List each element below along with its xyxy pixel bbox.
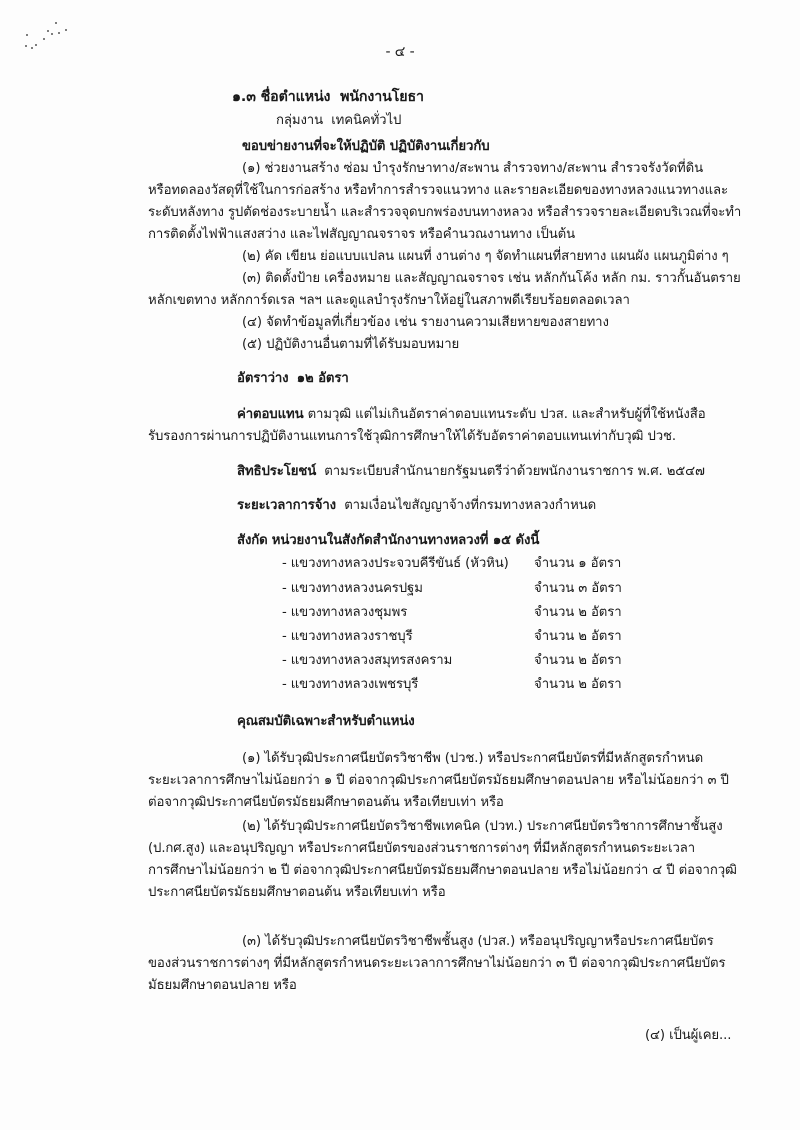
scope-item-1-line-3: ระดับหลังทาง รูปตัดช่องระบายน้ำ และสำรวจจุดบกพร่องบนทางหลวง หรือสำรวจรายละเอียดบริเวณที่จะทำ: [148, 205, 742, 220]
employment-period-text: ตามเงื่อนไขสัญญาจ้างที่กรมทางหลวงกำหนด: [344, 498, 597, 513]
department-row: [0, 604, 800, 622]
scope-item-1-line-1: (๑) ช่วยงานสร้าง ซ่อม บำรุงรักษาทาง/สะพาน สำรวจทาง/สะพาน สำรวจรังวัดที่ดิน: [242, 161, 704, 176]
job-group: เทคนิคทั่วไป: [331, 113, 402, 128]
benefits-text: ตามระเบียบสำนักนายกรัฐมนตรีว่าด้วยพนักงานราชการ พ.ศ. ๒๕๔๗: [324, 464, 705, 479]
qualification-3-line-1: (๓) ได้รับวุฒิประกาศนียบัตรวิชาชีพชั้นสูง (ปวส.) หรืออนุปริญญาหรือประกาศนียบัตร: [242, 934, 714, 949]
scope-item-1-line-4: การติดตั้งไฟฟ้าแสงสว่าง และไฟสัญญาณจราจร หรือคำนวณงานทาง เป็นต้น: [148, 227, 576, 242]
department-name: - แขวงทางหลวงชุมพร: [282, 605, 408, 620]
qualification-2-line-1: (๒) ได้รับวุฒิประกาศนียบัตรวิชาชีพเทคนิค (ปวท.) ประกาศนียบัตรวิชาการศึกษาชั้นสูง: [242, 819, 723, 834]
department-name: - แขวงทางหลวงนครปฐม: [282, 581, 423, 596]
scope-item-3-line-1: (๓) ติดตั้งป้าย เครื่องหมาย และสัญญาณจราจร เช่น หลักกันโค้ง หลัก กม. ราวกั้นอันตราย: [242, 271, 741, 286]
position-label: ๑.๓ ชื่อตำแหน่ง: [232, 89, 331, 105]
vacancies-line: [237, 370, 349, 388]
qualification-1-line-2: ระยะเวลาการศึกษาไม่น้อยกว่า ๑ ปี ต่อจากวุฒิประกาศนียบัตรมัธยมศึกษาตอนปลาย หรือไม่น้อยกว่า ๓ ปี: [148, 773, 729, 788]
qualification-2-line-2: (ป.กศ.สูง) และอนุปริญญา หรือประกาศนียบัตรของส่วนราชการต่างๆ ที่มีหลักสูตรกำหนดระยะเวลา: [148, 841, 696, 856]
department-count: จำนวน ๒ อัตรา: [534, 629, 622, 644]
position-title: พนักงานโยธา: [340, 89, 424, 105]
compensation-label: ค่าตอบแทน: [237, 407, 304, 422]
department-row: [0, 676, 800, 694]
department-name: - แขวงทางหลวงประจวบคีรีขันธ์ (หัวหิน): [282, 556, 509, 571]
benefits-line: [237, 463, 705, 481]
department-row: [0, 555, 800, 573]
job-group-label: กลุ่มงาน: [276, 113, 324, 128]
affiliation-label: สังกัด: [237, 533, 268, 548]
affiliation-text: หน่วยงานในสังกัดสำนักงานทางหลวงที่ ๑๕ ดังนี้: [271, 533, 540, 548]
position-title-line: [232, 88, 424, 106]
qualification-3-line-2: ของส่วนราชการต่างๆ ที่มีหลักสูตรกำหนดระยะเวลาการศึกษาไม่น้อยกว่า ๓ ปี ต่อจากวุฒิประกาศนียบัตร: [148, 956, 726, 971]
vacancies-value: ๑๒ อัตรา: [296, 371, 349, 386]
department-name: - แขวงทางหลวงเพชรบุรี: [282, 677, 419, 692]
qualifications-heading: คุณสมบัติเฉพาะสำหรับตำแหน่ง: [237, 714, 415, 729]
scope-item-2: (๒) คัด เขียน ย่อแบบแปลน แผนที่ งานต่าง ๆ จัดทำแผนที่สายทาง แผนผัง แผนภูมิต่าง ๆ: [242, 249, 729, 264]
employment-period-label: ระยะเวลาการจ้าง: [237, 498, 337, 513]
department-row: [0, 652, 800, 670]
department-row: [0, 580, 800, 598]
page-number: - ๔ -: [385, 44, 415, 60]
scope-item-1-line-2: หรือทดลองวัสดุที่ใช้ในการก่อสร้าง หรือทำการสำรวจแนวทาง และรายละเอียดของทางหลวงแนวทางและ: [148, 183, 728, 198]
vacancies-label: อัตราว่าง: [237, 371, 289, 386]
department-count: จำนวน ๒ อัตรา: [534, 677, 622, 692]
department-name: - แขวงทางหลวงราชบุรี: [282, 629, 413, 644]
qualification-1-line-1: (๑) ได้รับวุฒิประกาศนียบัตรวิชาชีพ (ปวช.) หรือประกาศนียบัตรที่มีหลักสูตรกำหนด: [242, 751, 704, 766]
scope-item-3-line-2: หลักเขตทาง หลักการ์ดเรล ฯลฯ และดูแลบำรุงรักษาให้อยู่ในสภาพดีเรียบร้อยตลอดเวลา: [148, 293, 630, 308]
benefits-label: สิทธิประโยชน์: [237, 464, 317, 479]
department-count: จำนวน ๓ อัตรา: [534, 581, 622, 596]
qualification-2-line-3: การศึกษาไม่น้อยกว่า ๒ ปี ต่อจากวุฒิประกาศนียบัตรมัธยมศึกษาตอนปลาย หรือไม่น้อยกว่า ๔ ปี ต่อจากวุฒิ: [148, 863, 737, 878]
compensation-line-1: [237, 406, 706, 424]
department-count: จำนวน ๒ อัตรา: [534, 605, 622, 620]
qualification-2-line-4: ประกาศนียบัตรมัธยมศึกษาตอนต้น หรือเทียบเท่า หรือ: [148, 885, 446, 900]
continuation-note: (๔) เป็นผู้เคย...: [645, 1028, 732, 1043]
department-name: - แขวงทางหลวงสมุทรสงคราม: [282, 653, 453, 668]
department-count: จำนวน ๒ อัตรา: [534, 653, 622, 668]
compensation-text-1: ตามวุฒิ แต่ไม่เกินอัตราค่าตอบแทนระดับ ปวส. และสำหรับผู้ที่ใช้หนังสือ: [307, 407, 706, 422]
employment-period-line: [237, 497, 596, 515]
compensation-line-2: รับรองการผ่านการปฏิบัติงานแทนการใช้วุฒิการศึกษาให้ได้รับอัตราค่าตอบแทนเท่ากับวุฒิ ปวช.: [148, 429, 676, 444]
affiliation-line: [237, 532, 539, 550]
department-row: [0, 628, 800, 646]
qualification-3-line-3: มัธยมศึกษาตอนปลาย หรือ: [148, 978, 297, 993]
scope-item-4: (๔) จัดทำข้อมูลที่เกี่ยวข้อง เช่น รายงานความเสียหายของสายทาง: [242, 315, 609, 330]
qualification-1-line-3: ต่อจากวุฒิประกาศนียบัตรมัธยมศึกษาตอนต้น หรือเทียบเท่า หรือ: [148, 795, 504, 810]
scope-item-5: (๕) ปฏิบัติงานอื่นตามที่ได้รับมอบหมาย: [242, 337, 460, 352]
scope-heading: ขอบข่ายงานที่จะให้ปฏิบัติ ปฏิบัติงานเกี่ยวกับ: [242, 139, 490, 154]
job-group-line: [276, 112, 401, 130]
department-count: จำนวน ๑ อัตรา: [534, 556, 622, 571]
